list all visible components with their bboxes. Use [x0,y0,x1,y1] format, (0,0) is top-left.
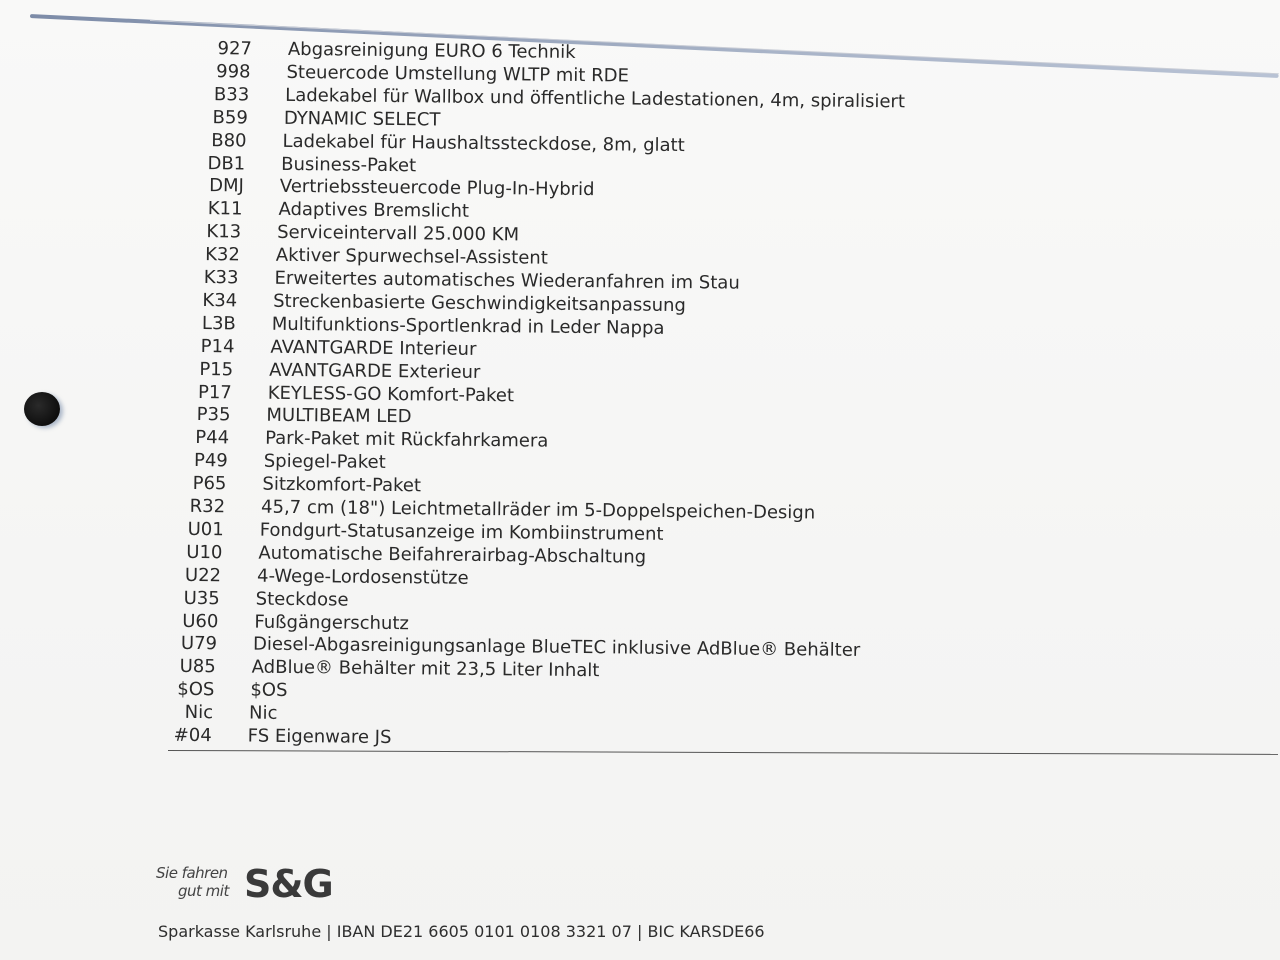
option-description: AdBlue® Behälter mit 23,5 Liter Inhalt [251,656,600,682]
option-code: L3B [201,312,236,335]
option-description: Diesel-Abgasreinigungsanlage BlueTEC inklusive AdBlue® Behälter [252,633,861,662]
option-description: MULTIBEAM LED [266,405,412,428]
option-code: DMJ [209,175,244,197]
option-description: Ladekabel für Haushaltssteckdose, 8m, glatt [282,130,685,156]
option-code: U79 [180,633,218,655]
option-description: DYNAMIC SELECT [283,107,441,131]
option-description: Ladekabel für Wallbox und öffentliche Ladestationen, 4m, spiralisiert [285,84,906,113]
option-code: P49 [193,450,228,472]
logo-brand: S&G [244,862,333,906]
option-description: AVANTGARDE Exterieur [269,359,481,383]
option-description: 45,7 cm (18") Leichtmetallräder im 5-Doppelspeichen-Design [261,496,816,524]
option-code: DB1 [207,152,246,174]
option-code: P35 [196,404,231,426]
option-description: Streckenbasierte Geschwindigkeitsanpassung [273,290,687,316]
option-description: KEYLESS-GO Komfort-Paket [267,382,515,406]
option-description: Steckdose [255,588,349,611]
option-description: 4-Wege-Lordosenstütze [256,565,469,589]
option-code: #04 [173,724,212,747]
option-description: Spiegel-Paket [263,450,386,474]
logo-slogan [156,864,229,900]
option-description: Business-Paket [281,153,417,176]
logo-slogan-line2: gut mit [178,882,229,900]
option-code: 927 [217,38,253,60]
option-description: Nic [248,702,278,724]
option-code: U22 [184,564,222,586]
option-code: U85 [179,656,216,678]
option-code: U01 [187,518,224,541]
option-code: P65 [192,473,227,495]
option-description: Multifunktions-Sportlenkrad in Leder Nappa [271,313,665,339]
option-code: B33 [213,83,250,106]
option-code: U60 [182,610,219,632]
logo-slogan-line1: Sie fahren [156,864,228,882]
option-code: $OS [177,678,215,701]
option-code: B59 [212,106,248,129]
option-description: Fondgurt-Statusanzeige im Kombiinstrument [259,519,664,545]
option-description: FS Eigenware JS [247,725,392,749]
option-description: Aktiver Spurwechsel-Assistent [275,244,548,269]
option-code: P14 [200,335,235,358]
option-code: Nic [184,701,214,724]
option-description: Sitzkomfort-Paket [262,473,422,497]
option-description: Adaptives Bremslicht [278,199,470,223]
option-description: Park-Paket mit Rückfahrkamera [265,428,549,452]
option-description: $OS [250,679,288,702]
footer-bank-details: Sparkasse Karlsruhe | IBAN DE21 6605 0101 0108 3321 07 | BIC KARSDE66 [158,922,765,941]
option-code: K33 [203,267,239,289]
option-code: K13 [206,221,242,243]
option-code: K32 [205,244,240,266]
option-code: 998 [216,61,251,83]
option-description: Vertriebssteuercode Plug-In-Hybrid [279,176,595,201]
option-description: AVANTGARDE Interieur [270,336,477,360]
option-description: Fußgängerschutz [254,611,409,634]
option-code: K11 [207,198,243,220]
option-description: Serviceintervall 25.000 KM [277,222,520,246]
option-code: R32 [189,495,226,518]
option-code: K34 [202,289,238,312]
option-description: Erweitertes automatisches Wiederanfahren im Stau [274,267,740,294]
option-description: Abgasreinigung EURO 6 Technik [287,38,576,63]
option-code: U35 [183,587,220,609]
footer-logo [156,862,356,908]
option-description: Steuercode Umstellung WLTP mit RDE [286,61,629,87]
option-code: B80 [211,129,247,152]
option-code: U10 [186,541,223,564]
option-description: Automatische Beifahrerairbag-Abschaltung [258,542,647,568]
option-code: P17 [197,381,232,403]
option-code: P15 [199,358,234,380]
option-code: P44 [195,427,230,449]
